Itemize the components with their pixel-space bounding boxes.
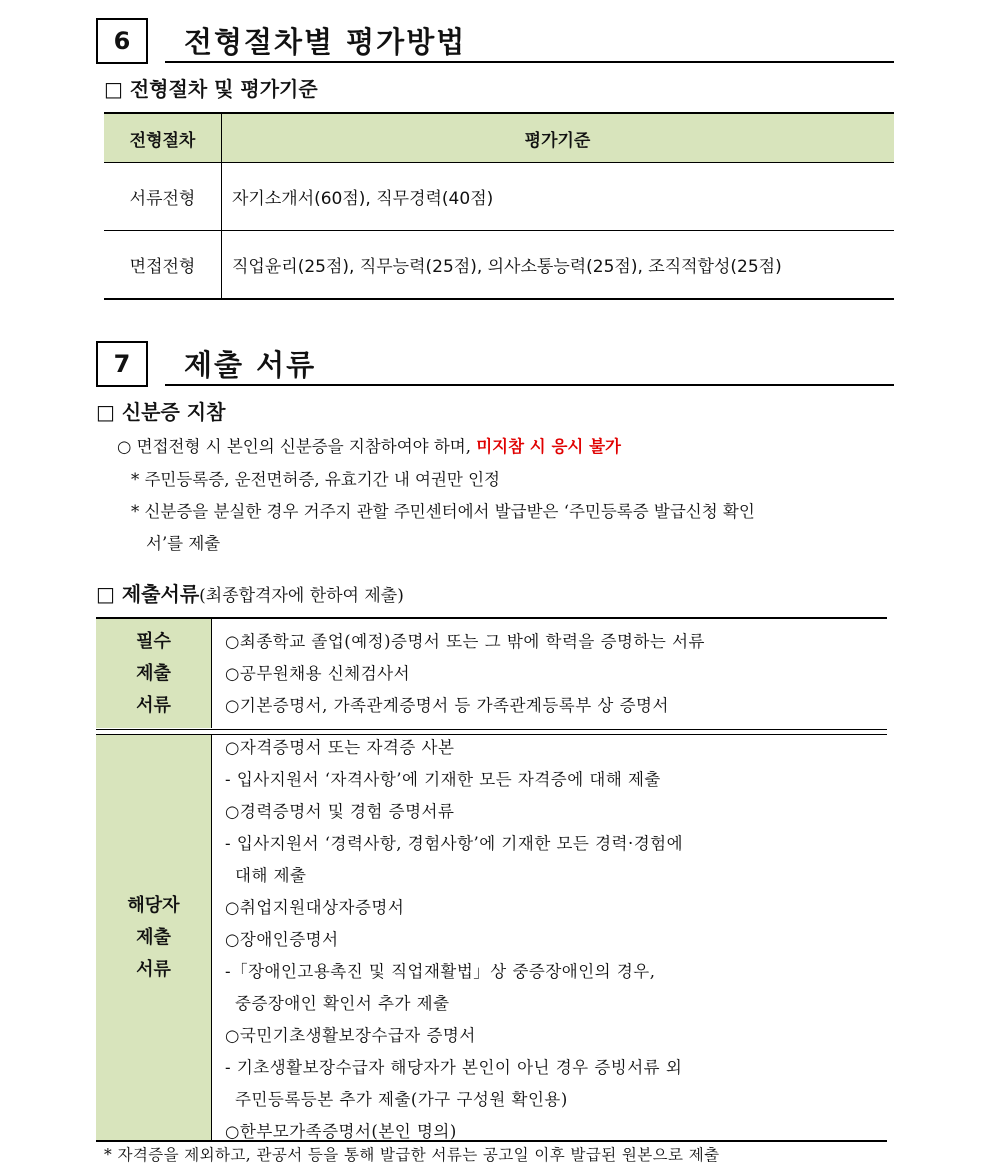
applicable-item: 대해 제출 [235, 866, 307, 885]
applicable-item: - 기초생활보장수급자 해당자가 본인이 아닌 경우 증빙서류 외 [225, 1058, 683, 1077]
required-item: ○공무원채용 신체검사서 [225, 664, 411, 683]
double-rule-bottom [96, 734, 887, 735]
applicable-item: ○취업지원대상자증명서 [225, 898, 405, 917]
applicable-item: - 입사지원서 ‘자격사항’에 기재한 모든 자격증에 대해 제출 [225, 770, 661, 789]
row-criteria: 자기소개서(60점), 직무경력(40점) [222, 163, 895, 231]
subhead-id-card: □ 신분증 지참 [96, 400, 226, 424]
column-divider [211, 619, 212, 728]
table-row [104, 163, 894, 231]
subhead-documents [96, 578, 404, 607]
table-header-row [104, 113, 894, 163]
category-required [96, 619, 211, 728]
category-required-line: 제출 [136, 662, 171, 684]
category-applicable-line: 제출 [136, 926, 171, 948]
category-required-line: 필수 [136, 630, 171, 652]
subhead-evaluation: □ 전형절차 및 평가기준 [104, 77, 318, 101]
table-top-border [96, 617, 887, 619]
category-applicable-line: 해당자 [127, 894, 180, 916]
id-warning-text: 미지참 시 응시 불가 [476, 437, 621, 456]
applicable-item: ○장애인증명서 [225, 930, 339, 949]
applicable-item: -「장애인고용촉진 및 직업재활법」상 중증장애인의 경우, [225, 962, 656, 981]
required-item: ○최종학교 졸업(예정)증명서 또는 그 밖에 학력을 증명하는 서류 [225, 632, 705, 651]
section-number-6: 6 [96, 18, 148, 64]
category-applicable-line: 서류 [136, 958, 171, 980]
applicable-item: ○자격증명서 또는 자격증 사본 [225, 738, 455, 757]
header-step: 전형절차 [104, 113, 222, 163]
section-title-7: 제출 서류 [184, 348, 317, 382]
id-note-2a: * 신분증을 분실한 경우 거주지 관할 주민센터에서 발급받은 ‘주민등록증 발급신청 확인 [131, 502, 755, 521]
applicable-item: ○한부모가족증명서(본인 명의) [225, 1122, 457, 1141]
section-number-7: 7 [96, 341, 148, 387]
applicable-item: ○국민기초생활보장수급자 증명서 [225, 1026, 476, 1045]
required-item: ○기본증명서, 가족관계증명서 등 가족관계등록부 상 증명서 [225, 696, 669, 715]
category-applicable [96, 735, 211, 1140]
section-divider-6 [165, 61, 894, 63]
double-rule-top [96, 729, 887, 730]
applicable-item: 주민등록등본 추가 제출(가구 구성원 확인용) [235, 1090, 568, 1109]
applicable-item: - 입사지원서 ‘경력사항, 경험사항’에 기재한 모든 경력·경험에 [225, 834, 684, 853]
table-row [104, 231, 894, 300]
section-divider-7 [165, 384, 894, 386]
subhead-documents-note: (최종합격자에 한하여 제출) [199, 586, 404, 606]
category-required-line: 서류 [136, 694, 171, 716]
id-note-2b: 서’를 제출 [146, 534, 221, 553]
id-requirement-text: ○ 면접전형 시 본인의 신분증을 지참하여야 하며, [117, 437, 477, 456]
id-note-1: * 주민등록증, 운전면허증, 유효기간 내 여권만 인정 [131, 470, 500, 489]
row-criteria: 직업윤리(25점), 직무능력(25점), 의사소통능력(25점), 조직적합성(25점) [222, 231, 895, 300]
id-requirement-line [117, 433, 621, 457]
header-criteria: 평가기준 [222, 113, 895, 163]
applicable-item: 중증장애인 확인서 추가 제출 [235, 994, 450, 1013]
row-step: 면접전형 [104, 231, 222, 300]
column-divider [211, 735, 212, 1140]
section-title-6: 전형절차별 평가방법 [184, 25, 467, 59]
row-step: 서류전형 [104, 163, 222, 231]
evaluation-table [104, 112, 894, 300]
footnote: * 자격증을 제외하고, 관공서 등을 통해 발급한 서류는 공고일 이후 발급된 원본으로 제출 [104, 1146, 720, 1164]
applicable-item: ○경력증명서 및 경험 증명서류 [225, 802, 455, 821]
table-bottom-border [96, 1140, 887, 1142]
subhead-documents-title: □ 제출서류 [96, 582, 200, 606]
